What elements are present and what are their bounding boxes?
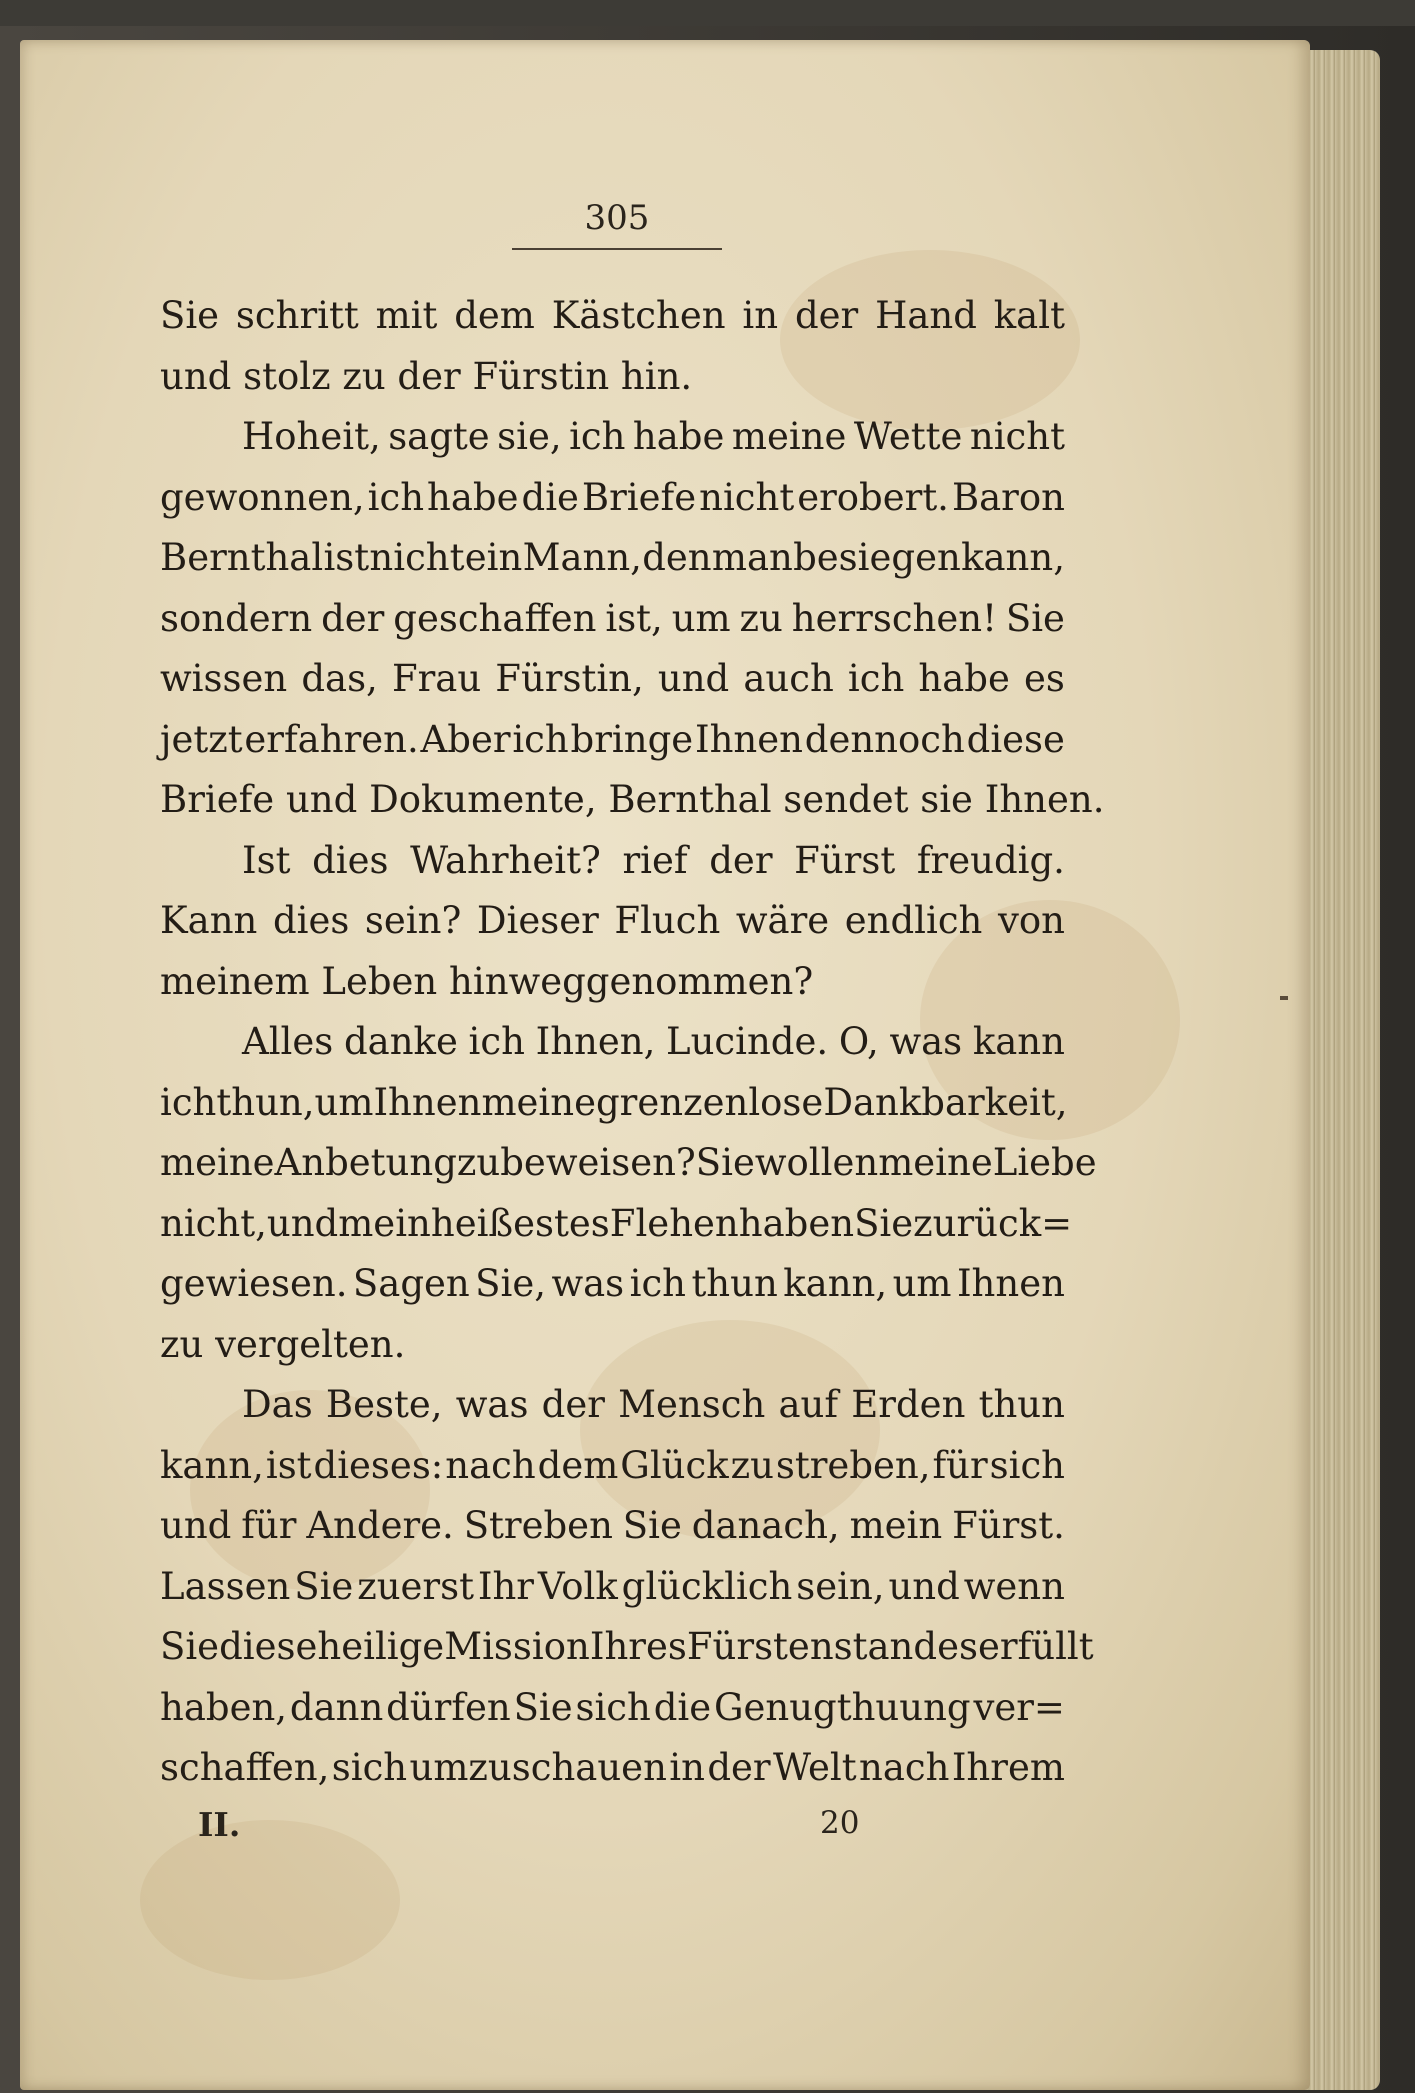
body-text (160, 286, 1105, 1799)
word: wäre (735, 899, 830, 942)
word: Ihnen (694, 717, 803, 761)
word: dies (272, 899, 350, 942)
word: dem (454, 294, 535, 337)
word: heilige (317, 1625, 445, 1668)
word: ich (569, 415, 626, 458)
word: mein (849, 1504, 943, 1547)
word: glücklich (621, 1564, 793, 1608)
word: Kann (160, 899, 258, 942)
word: sich (989, 1443, 1065, 1487)
word: sondern (160, 596, 313, 640)
text-line (160, 1194, 1073, 1255)
word: Sie (513, 1685, 573, 1729)
word: Lucinde. (666, 1020, 829, 1063)
word: diese (219, 1625, 318, 1668)
word: Welt (772, 1746, 857, 1789)
word: das, (301, 657, 378, 700)
word: Sie (695, 1141, 755, 1184)
word: nicht (969, 415, 1065, 458)
word: der (707, 1746, 771, 1789)
word: thun (691, 1262, 778, 1305)
word: Kästchen (551, 294, 726, 337)
word: sich (331, 1746, 408, 1789)
word: Erden (851, 1383, 966, 1426)
word: Bernthal (160, 536, 324, 579)
text-line (160, 1738, 1065, 1799)
word: schritt (235, 294, 359, 337)
word: danach, (691, 1504, 840, 1547)
word: ein (464, 536, 523, 579)
signature-mark: II. (198, 1805, 241, 1844)
word: sie, (497, 415, 562, 458)
word: Hoheit, (242, 415, 381, 458)
word: Sie (854, 1201, 914, 1245)
text-line: meinem Leben hinweggenommen? (160, 959, 814, 1003)
word: heißestes (430, 1201, 610, 1245)
word: der (709, 838, 773, 882)
word: mit (375, 294, 438, 337)
word: meine (160, 1141, 275, 1184)
text-line (160, 891, 1065, 952)
word: streben, (775, 1443, 931, 1487)
word: in (742, 294, 779, 337)
word: endlich (844, 899, 983, 942)
word: Ihnen (956, 1262, 1065, 1305)
word: der (794, 294, 859, 337)
word: um (892, 1262, 952, 1305)
text-line (160, 1254, 1065, 1315)
word: wenn (963, 1564, 1065, 1608)
word: kann, (783, 1262, 888, 1305)
text-line (160, 528, 1065, 589)
text-line (160, 407, 1065, 468)
word: Sie (622, 1504, 682, 1547)
word: Flehen (609, 1201, 739, 1245)
word: nicht (699, 475, 795, 519)
word: wissen (160, 657, 288, 700)
word: Hand (875, 294, 977, 337)
text-line: zu vergelten. (160, 1322, 406, 1366)
word: in (669, 1746, 705, 1789)
word: umzuschauen (409, 1746, 667, 1789)
word: nicht (369, 536, 465, 579)
word: diese (966, 717, 1065, 761)
word: und (888, 1564, 960, 1608)
word: thun (978, 1383, 1065, 1426)
word: bringe (570, 717, 694, 761)
word: gewonnen, (160, 475, 365, 519)
word: ich (629, 1262, 686, 1305)
word: habe (632, 415, 725, 458)
word: Fürst (794, 838, 896, 882)
word: Sie (294, 1564, 354, 1608)
text-line: und stolz zu der Fürstin hin. (160, 354, 693, 398)
word: Mann, (522, 536, 642, 579)
word: danke (343, 1020, 458, 1063)
word: was (889, 1020, 963, 1063)
word: kann, (160, 1443, 264, 1487)
word: grenzenlose (596, 1080, 824, 1124)
word: der (541, 1383, 605, 1426)
word: freudig. (916, 838, 1065, 882)
word: Mission (444, 1625, 590, 1668)
word: jetzt (160, 717, 243, 761)
text-line (160, 1012, 1065, 1073)
text-line (160, 1436, 1065, 1497)
word: man (711, 536, 793, 579)
word: ich (367, 475, 425, 519)
text-line (160, 649, 1065, 710)
word: und (160, 1504, 232, 1547)
page-number: 305 (584, 198, 650, 238)
sheet-number: 20 (820, 1805, 860, 1841)
word: Sie (160, 1625, 220, 1668)
word: dem (537, 1443, 619, 1487)
word: Streben (463, 1504, 613, 1547)
text-line (160, 1073, 1068, 1134)
word: Mensch (618, 1383, 766, 1426)
text-line (160, 1375, 1065, 1436)
word: dennoch (804, 717, 965, 761)
word: was (551, 1262, 625, 1305)
word: was (455, 1383, 529, 1426)
word: Genugthuung (713, 1685, 971, 1729)
word: Ihnen, (535, 1020, 656, 1063)
word: gewiesen. (160, 1262, 348, 1305)
word: Fürstin, (495, 657, 644, 700)
word: mein (338, 1201, 431, 1245)
word: sich (575, 1685, 651, 1729)
text-line (160, 1617, 1094, 1678)
word: erobert. (797, 475, 949, 519)
word: Fürstenstandes (686, 1625, 978, 1668)
word: auf (778, 1383, 839, 1426)
text-line (160, 286, 1065, 347)
word: zuerst (357, 1564, 474, 1608)
word: die (653, 1685, 712, 1729)
word: und (657, 657, 730, 700)
word: besiegen (793, 536, 961, 579)
word: ich (160, 1080, 217, 1124)
word: Alles (242, 1020, 334, 1063)
word: ist, (605, 596, 663, 640)
word: Lassen (160, 1564, 291, 1608)
word: Sagen (352, 1262, 470, 1305)
word: beweisen? (500, 1141, 696, 1184)
word: kann, (961, 536, 1065, 579)
word: kann (972, 1020, 1065, 1063)
text-line (160, 1557, 1065, 1618)
text-line (160, 589, 1065, 650)
text-line (160, 710, 1065, 771)
word: haben (738, 1201, 855, 1245)
word: auch (743, 657, 834, 700)
text-line (160, 1496, 1065, 1557)
text-line: Briefe und Dokumente, Bernthal sendet sie Ihnen. (160, 778, 1105, 821)
word: die (521, 475, 579, 519)
word: Aber (420, 717, 511, 761)
word: rief (622, 838, 688, 882)
word: schaffen, (160, 1746, 330, 1789)
word: den (642, 536, 712, 579)
word: dürfen (386, 1685, 511, 1729)
margin-mark (1280, 996, 1288, 1000)
word: ich (468, 1020, 525, 1063)
word: nicht, (160, 1201, 267, 1245)
word: kalt (993, 294, 1065, 337)
word: meine (731, 415, 847, 458)
word: erfüllt (977, 1625, 1094, 1668)
word: nach (445, 1443, 536, 1487)
word: ist (265, 1443, 312, 1487)
word: habe (427, 475, 519, 519)
word: nach (858, 1746, 950, 1789)
word: Fluch (614, 899, 721, 942)
word: es (1024, 657, 1065, 700)
word: dieses: (313, 1443, 444, 1487)
word: Baron (951, 475, 1065, 519)
word: ich (512, 717, 569, 761)
word: um (671, 596, 731, 640)
word: Ihr (477, 1564, 534, 1608)
word: haben, (160, 1685, 288, 1729)
word: Das (242, 1383, 313, 1426)
word: für (932, 1443, 988, 1487)
word: um (314, 1080, 374, 1124)
word: Sie, (475, 1262, 547, 1305)
word: Ihrem (951, 1746, 1065, 1789)
word: zurück= (913, 1201, 1073, 1245)
word: Anbetung (274, 1141, 457, 1184)
word: Dankbarkeit, (823, 1080, 1068, 1124)
word: von (997, 899, 1065, 942)
word: Wette (853, 415, 963, 458)
word: Ihres (589, 1625, 687, 1668)
word: O, (838, 1020, 879, 1063)
word: ver= (973, 1685, 1065, 1729)
paper-stain (140, 1820, 400, 1980)
word: Wahrheit? (410, 838, 601, 882)
word: herrschen! (791, 596, 997, 640)
word: geschaffen (393, 596, 597, 640)
word: Sie (1005, 596, 1065, 640)
word: habe (918, 657, 1010, 700)
word: Dieser (476, 899, 599, 942)
word: Ist (242, 838, 291, 882)
word: thun, (216, 1080, 315, 1124)
word: Liebe (992, 1141, 1097, 1184)
text-line (160, 468, 1065, 529)
word: ist (323, 536, 370, 579)
word: dann (289, 1685, 384, 1729)
word: Beste, (325, 1383, 443, 1426)
word: Ihnen (373, 1080, 482, 1124)
word: Glück (620, 1443, 729, 1487)
text-line (160, 831, 1065, 892)
header-rule (512, 248, 722, 250)
word: für (241, 1504, 297, 1547)
word: Frau (391, 657, 482, 700)
text-line (160, 1678, 1065, 1739)
word: erfahren. (244, 717, 419, 761)
word: Briefe (581, 475, 697, 519)
word: zu (730, 1443, 774, 1487)
word: sein? (364, 899, 462, 942)
word: zu (456, 1141, 501, 1184)
text-line (160, 1133, 1097, 1194)
word: Volk (537, 1564, 618, 1608)
word: sein, (796, 1564, 885, 1608)
word: meine (878, 1141, 993, 1184)
word: Andere. (306, 1504, 454, 1547)
word: meine (481, 1080, 596, 1124)
word: zu (739, 596, 783, 640)
word: ich (847, 657, 905, 700)
word: wollen (754, 1141, 879, 1184)
word: dies (312, 838, 389, 882)
word: der (321, 596, 385, 640)
word: und (266, 1201, 339, 1245)
word: Sie (160, 294, 220, 337)
word: Fürst. (952, 1504, 1065, 1547)
word: sagte (388, 415, 490, 458)
